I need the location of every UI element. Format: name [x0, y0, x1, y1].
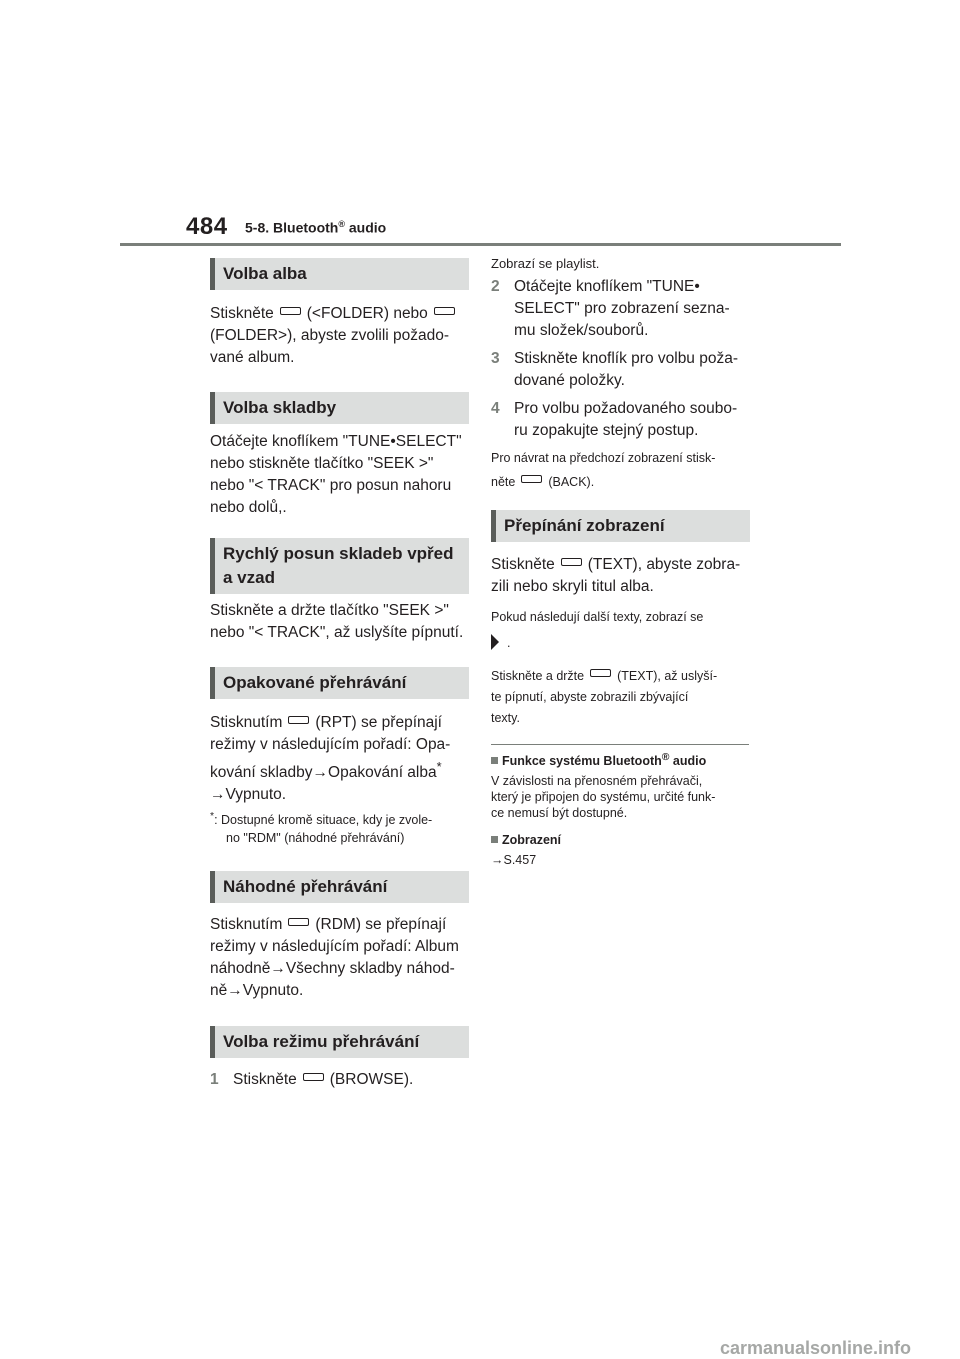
text: nebo dolů,. [210, 499, 287, 516]
arrow-icon: → [210, 786, 226, 804]
registered-mark: ® [338, 219, 345, 229]
arrow-icon: → [312, 764, 329, 782]
text: Stiskněte knoflík pro volbu poža- [514, 350, 739, 367]
step-2 [491, 276, 753, 339]
text: (RDM) se přepínají [315, 916, 447, 933]
text: Stisknutím [210, 916, 283, 933]
text: Funkce systému Bluetooth [502, 754, 662, 769]
back-note [491, 446, 753, 494]
text: Pro volbu požadovaného soubo- [514, 400, 738, 417]
text: režimy v následujícím pořadí: Opa- [210, 736, 451, 753]
text: : Dostupné kromě situace, kdy je zvole- [214, 813, 433, 828]
footnote-mark: * [436, 759, 442, 774]
text: Rychlý posun skladeb vpřed [223, 544, 454, 563]
text: Otáčejte knoflíkem "TUNE• [514, 278, 700, 295]
button-icon [561, 558, 582, 566]
button-icon [521, 475, 542, 483]
button-icon [280, 307, 301, 315]
step-3 [491, 348, 753, 389]
text: ru zopakujte stejný postup. [514, 422, 699, 439]
section-title-album: Volba alba [210, 258, 469, 290]
hold-note [491, 666, 753, 729]
text: náhodně [210, 960, 271, 977]
text: (TEXT), abyste zobra- [587, 556, 741, 573]
page-number: 484 [186, 213, 228, 240]
header-rule [120, 243, 841, 246]
step-number: 4 [491, 400, 500, 417]
text: (BROWSE). [329, 1071, 414, 1088]
text: Opakování alba [328, 764, 437, 782]
square-bullet-icon [491, 836, 498, 843]
step-4 [491, 398, 753, 439]
display-ref [491, 830, 753, 870]
text: Stiskněte [491, 556, 555, 573]
section-divider [491, 744, 749, 745]
arrow-icon: → [227, 982, 243, 999]
album-paragraph [210, 303, 472, 369]
random-paragraph [210, 914, 472, 1002]
text: vané album. [210, 349, 295, 366]
section-title-fast [210, 538, 469, 594]
text: V závislosti na přenosném přehrávači, [491, 774, 703, 789]
text: režimy v následujícím pořadí: Album [210, 938, 459, 955]
text: ce nemusí být dostupné. [491, 806, 628, 821]
text: Stiskněte a držte [491, 669, 585, 683]
playlist-text: Zobrazí se playlist. [491, 256, 600, 271]
track-paragraph [210, 431, 472, 519]
text: (BACK). [548, 475, 595, 489]
square-bullet-icon [491, 757, 498, 764]
text: (<FOLDER) nebo [306, 305, 428, 322]
step-1 [210, 1069, 472, 1091]
section-title-random: Náhodné přehrávání [210, 871, 469, 903]
registered-mark: ® [661, 752, 670, 763]
text: (TEXT), až uslyší- [617, 669, 718, 683]
section-title-repeat: Opakované přehrávání [210, 667, 469, 699]
button-icon [303, 1073, 324, 1081]
text: zili nebo skryli titul alba. [491, 578, 654, 595]
step-number: 2 [491, 278, 500, 295]
button-icon [288, 918, 309, 926]
text: Pro návrat na předchozí zobrazení stisk- [491, 451, 716, 465]
footnote-mark: * [210, 811, 215, 822]
step-number: 3 [491, 350, 500, 367]
arrow-icon: → [491, 853, 504, 867]
watermark: carmanualsonline.info [720, 1338, 912, 1358]
text: mu složek/souborů. [514, 322, 649, 339]
text: kování skladby [210, 764, 313, 782]
button-icon [434, 307, 455, 315]
chapter-title [245, 219, 386, 236]
text: . [507, 636, 511, 650]
text: no "RDM" (náhodné přehrávání) [226, 831, 405, 846]
chapter-tail: audio [344, 219, 387, 236]
step-number: 1 [210, 1071, 219, 1088]
text: SELECT" pro zobrazení sezna- [514, 300, 730, 317]
button-icon [590, 669, 611, 677]
text: který je připojen do systému, určité funk- [491, 790, 716, 805]
text: Zobrazení [502, 833, 562, 847]
text: nebo "< TRACK", až uslyšíte pípnutí. [210, 624, 464, 641]
text: Stisknutím [210, 714, 283, 731]
display-paragraph [491, 554, 753, 598]
text: nebo stiskněte tlačítko "SEEK >" [210, 455, 434, 472]
text: Vypnuto. [242, 982, 304, 999]
button-icon [288, 716, 309, 724]
repeat-paragraph [210, 712, 472, 806]
text: te pípnutí, abyste zobrazili zbývající [491, 690, 689, 704]
text: nebo "< TRACK" pro posun nahoru [210, 477, 452, 494]
chapter-text: 5-8. Bluetooth [245, 219, 339, 236]
section-title-display: Přepínání zobrazení [491, 510, 750, 542]
text: Stiskněte [233, 1071, 297, 1088]
page-reference-link[interactable]: S.457 [503, 853, 537, 867]
repeat-footnote [210, 808, 472, 847]
text: Všechny skladby náhod- [285, 960, 455, 977]
text: texty. [491, 711, 520, 725]
text: Otáčejte knoflíkem "TUNE•SELECT" [210, 433, 462, 450]
text: audio [669, 754, 707, 769]
text: něte [491, 475, 516, 489]
text: Stiskněte a držte tlačítko "SEEK >" [210, 602, 449, 619]
text: dované položky. [514, 372, 625, 389]
text: (FOLDER>), abyste zvolili požado- [210, 327, 450, 344]
functions-note [491, 750, 753, 821]
text: Stiskněte [210, 305, 274, 322]
text: ně [210, 982, 228, 999]
text: Vypnuto. [225, 786, 287, 804]
text: Pokud následují další texty, zobrazí se [491, 610, 704, 624]
text: (RPT) se přepínají [315, 714, 442, 731]
fast-paragraph [210, 600, 472, 644]
more-note [491, 604, 753, 656]
arrow-icon: → [270, 960, 286, 977]
section-title-mode: Volba režimu přehrávání [210, 1026, 469, 1058]
text: a vzad [223, 568, 275, 587]
play-arrow-icon [491, 634, 499, 650]
section-title-track: Volba skladby [210, 392, 469, 424]
